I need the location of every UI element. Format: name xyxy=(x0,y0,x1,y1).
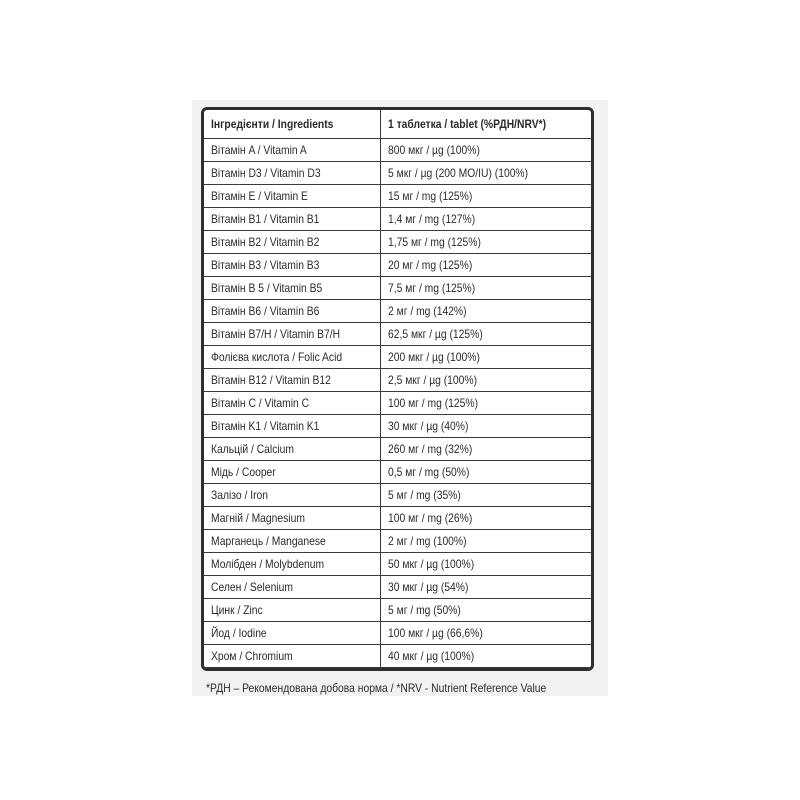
table-header-row xyxy=(204,110,591,139)
ingredient-cell: Вітамін A / Vitamin A xyxy=(204,139,380,162)
ingredient-cell: Вітамін B6 / Vitamin B6 xyxy=(204,300,380,323)
ingredient-cell: Вітамін E / Vitamin E xyxy=(204,185,380,208)
amount-cell: 1,4 мг / mg (127%) xyxy=(380,208,591,231)
table-row xyxy=(204,208,591,231)
ingredient-cell: Вітамін B2 / Vitamin B2 xyxy=(204,231,380,254)
ingredient-cell: Вітамін B 5 / Vitamin B5 xyxy=(204,277,380,300)
ingredient-cell: Вітамін B12 / Vitamin B12 xyxy=(204,369,380,392)
amount-cell: 30 мкг / µg (40%) xyxy=(380,415,591,438)
table-row xyxy=(204,599,591,622)
ingredient-cell: Марганець / Manganese xyxy=(204,530,380,553)
amount-cell: 50 мкг / µg (100%) xyxy=(380,553,591,576)
amount-cell: 100 мг / mg (125%) xyxy=(380,392,591,415)
table-row xyxy=(204,645,591,668)
table-row xyxy=(204,162,591,185)
table-row xyxy=(204,231,591,254)
ingredient-cell: Вітамін B7/H / Vitamin B7/H xyxy=(204,323,380,346)
ingredient-cell: Вітамін B1 / Vitamin B1 xyxy=(204,208,380,231)
amount-cell: 200 мкг / µg (100%) xyxy=(380,346,591,369)
table-row xyxy=(204,668,591,672)
table-row xyxy=(204,277,591,300)
table-body xyxy=(204,139,591,672)
amount-cell: 100 мг / mg (26%) xyxy=(380,507,591,530)
amount-cell: 20 мг / mg (125%) xyxy=(380,254,591,277)
amount-cell: 2,5 мкг / µg (100%) xyxy=(380,369,591,392)
amount-cell: 7,5 мг / mg (125%) xyxy=(380,277,591,300)
amount-cell: 40 мкг / µg (100%) xyxy=(380,645,591,668)
amount-cell: 1,75 мг / mg (125%) xyxy=(380,231,591,254)
ingredient-cell: Вітамін C / Vitamin C xyxy=(204,392,380,415)
header-ingredients: Інгредієнти / Ingredients xyxy=(204,110,380,139)
table-row xyxy=(204,415,591,438)
amount-cell: 5 мкг / µg (200 МО/IU) (100%) xyxy=(380,162,591,185)
table-row xyxy=(204,139,591,162)
ingredient-cell: Магній / Magnesium xyxy=(204,507,380,530)
header-per-tablet: 1 таблетка / tablet (%РДН/NRV*) xyxy=(380,110,591,139)
table-row xyxy=(204,530,591,553)
table-row xyxy=(204,300,591,323)
ingredient-cell: Вітамін K1 / Vitamin K1 xyxy=(204,415,380,438)
amount-cell: 62,5 мкг / µg (125%) xyxy=(380,323,591,346)
table-row xyxy=(204,438,591,461)
table-row xyxy=(204,254,591,277)
table-row xyxy=(204,576,591,599)
table-row xyxy=(204,323,591,346)
amount-cell: 2 мг / mg (100%) xyxy=(380,530,591,553)
table-row xyxy=(204,461,591,484)
ingredient-cell: Селен / Selenium xyxy=(204,576,380,599)
ingredient-cell: Мідь / Cooper xyxy=(204,461,380,484)
table-row xyxy=(204,622,591,645)
table-row xyxy=(204,369,591,392)
ingredient-cell: Залізо / Iron xyxy=(204,484,380,507)
amount-cell: 100 мкг / µg (66,6%) xyxy=(380,622,591,645)
ingredients-table-frame xyxy=(201,107,594,671)
amount-cell: 5 мг / mg (35%) xyxy=(380,484,591,507)
footnote: *РДН – Рекомендована добова норма / *NRV - Nutrient Reference Value xyxy=(206,681,547,695)
amount-cell: 5 мг / mg (50%) xyxy=(380,599,591,622)
table-row xyxy=(204,346,591,369)
amount-cell: 2 мг / mg (142%) xyxy=(380,300,591,323)
ingredient-cell: Вітамін B3 / Vitamin B3 xyxy=(204,254,380,277)
ingredient-cell: Кальцій / Calcium xyxy=(204,438,380,461)
table-row xyxy=(204,185,591,208)
table-row xyxy=(204,553,591,576)
table-row xyxy=(204,484,591,507)
table-row xyxy=(204,392,591,415)
ingredient-cell: Йод / Iodine xyxy=(204,622,380,645)
amount-cell: 800 мкг / µg (100%) xyxy=(380,139,591,162)
amount-cell: 15 мг / mg (125%) xyxy=(380,185,591,208)
amount-cell: 30 мкг / µg (54%) xyxy=(380,576,591,599)
ingredient-cell: Вітамін D3 / Vitamin D3 xyxy=(204,162,380,185)
ingredient-cell xyxy=(204,668,380,672)
ingredient-cell: Молібден / Molybdenum xyxy=(204,553,380,576)
amount-cell xyxy=(380,668,591,672)
ingredients-table xyxy=(204,110,591,671)
ingredient-cell: Цинк / Zinc xyxy=(204,599,380,622)
amount-cell: 0,5 мг / mg (50%) xyxy=(380,461,591,484)
ingredient-cell: Фолієва кислота / Folic Acid xyxy=(204,346,380,369)
amount-cell: 260 мг / mg (32%) xyxy=(380,438,591,461)
table-row xyxy=(204,507,591,530)
ingredient-cell: Хром / Chromium xyxy=(204,645,380,668)
